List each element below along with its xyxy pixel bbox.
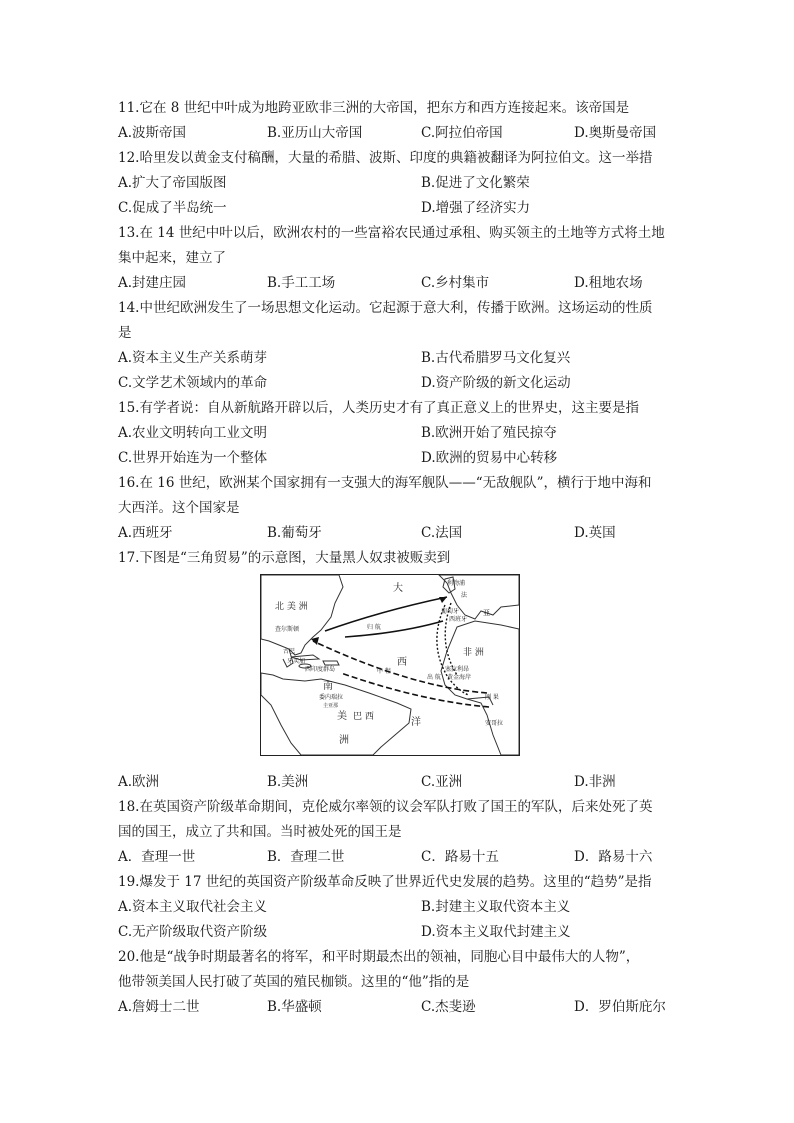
- q17-option-c[interactable]: C.亚洲: [421, 774, 463, 790]
- q14-option-d[interactable]: D.资产阶级的新文化运动: [421, 375, 571, 391]
- south-america-land: [261, 673, 411, 755]
- label-guiana: 圭亚那: [323, 703, 339, 709]
- q13-stem-line-2: 集中起来，建立了: [118, 250, 226, 266]
- label-sierra-leone: 塞拉利昂: [445, 666, 470, 673]
- q13-option-a[interactable]: A.封建庄园: [118, 275, 187, 291]
- q20-option-b[interactable]: B.华盛顿: [267, 999, 322, 1015]
- q19-option-d[interactable]: D.资本主义取代封建主义: [421, 924, 571, 940]
- q19-option-c[interactable]: C.无产阶级取代资产阶级: [118, 924, 268, 940]
- q16-option-d[interactable]: D.英国: [574, 525, 616, 541]
- q17-option-a[interactable]: A.欧洲: [118, 774, 160, 790]
- q16-option-a[interactable]: A.西班牙: [118, 525, 173, 541]
- q11-option-a[interactable]: A.波斯帝国: [118, 125, 187, 141]
- label-outbound: 出 航: [427, 674, 441, 681]
- q11-option-c[interactable]: C.阿拉伯帝国: [421, 125, 503, 141]
- q13-stem-line-1: 13.在 14 世纪中叶以后，欧洲农村的一些富裕农民通过承租、购买领主的土地等方式将土地: [118, 225, 665, 241]
- q12-option-b[interactable]: B.促进了文化繁荣: [421, 175, 530, 191]
- q14-option-c[interactable]: C.文学艺术领域内的革命: [118, 375, 268, 391]
- q20-stem-line-1: 20.他是“战争时期最著名的将军，和平时期最杰出的领袖，同胞心目中最伟大的人物”，: [118, 949, 640, 965]
- q18-stem-line-2: 国的国王，成立了共和国。当时被处死的国王是: [118, 824, 402, 840]
- hispaniola-island: [323, 661, 339, 665]
- q16-stem-line-2: 大西洋。这个国家是: [118, 500, 240, 516]
- label-liverpool: 利物浦: [447, 580, 466, 587]
- label-ya: 亚: [483, 609, 490, 617]
- q17-option-d[interactable]: D.非洲: [574, 774, 616, 790]
- q14-stem-line-1: 14.中世纪欧洲发生了一场思想文化运动。它起源于意大利，传播于欧洲。这场运动的性质: [118, 300, 653, 316]
- label-spain: 西班牙: [449, 616, 468, 623]
- return-route-line-2: [345, 621, 443, 637]
- q19-option-a[interactable]: A.资本主义取代社会主义: [118, 899, 268, 915]
- q18-option-a[interactable]: A．查理一世: [118, 849, 196, 865]
- q18-stem-line-1: 18.在英国资产阶级革命期间，克伦威尔率领的议会军队打败了国王的军队，后来处死了英: [118, 799, 653, 815]
- q15-option-c[interactable]: C.世界开始连为一个整体: [118, 450, 268, 466]
- q13-option-d[interactable]: D.租地农场: [574, 275, 643, 291]
- q11-option-d[interactable]: D.奥斯曼帝国: [574, 125, 657, 141]
- north-america-land: [261, 575, 343, 655]
- q18-option-d[interactable]: D．路易十六: [574, 849, 653, 865]
- label-congo: 刚 果: [485, 694, 499, 701]
- q14-option-b[interactable]: B.古代希腊罗马文化复兴: [421, 350, 571, 366]
- label-north-america: 北 美 洲: [275, 602, 308, 612]
- q16-option-b[interactable]: B.葡萄牙: [267, 525, 322, 541]
- label-africa: 非 洲: [463, 648, 484, 658]
- q20-option-c[interactable]: C.杰斐逊: [421, 999, 476, 1015]
- label-middle-passage: 中 程: [377, 668, 391, 675]
- q13-option-c[interactable]: C.乡村集市: [421, 275, 490, 291]
- label-gold-coast: 黄金海岸: [447, 674, 472, 681]
- q13-option-b[interactable]: B.手工工场: [267, 275, 336, 291]
- q15-option-a[interactable]: A.农业文明转向工业文明: [118, 425, 268, 441]
- q16-option-c[interactable]: C.法国: [421, 525, 463, 541]
- q20-stem-line-2: 他带领美国人民打破了英国的殖民枷锁。这里的“他”指的是: [118, 974, 470, 990]
- label-brazil: 巴 西: [353, 712, 374, 722]
- label-venezuela: 委内瑞拉: [319, 694, 344, 701]
- label-da: 大: [393, 583, 403, 594]
- q19-option-b[interactable]: B.封建主义取代资本主义: [421, 899, 571, 915]
- q12-option-c[interactable]: C.促成了半岛统一: [118, 200, 227, 216]
- label-nan: 南: [323, 681, 333, 692]
- label-zhou: 洲: [339, 735, 349, 746]
- label-yang: 洋: [411, 717, 421, 728]
- return-route-line: [325, 597, 447, 631]
- q19-stem-line-1: 19.爆发于 17 世纪的英国资产阶级革命反映了世界近代史发展的趋势。这里的“趋势”是指: [118, 874, 652, 890]
- label-mei: 美: [337, 711, 347, 722]
- q17-option-b[interactable]: B.美洲: [267, 774, 309, 790]
- label-return-trip: 归 航: [367, 624, 381, 631]
- label-xi: 西: [397, 657, 407, 668]
- q17-stem-line-1: 17.下图是“三角贸易”的示意图，大量黑人奴隶被贩卖到: [118, 550, 451, 566]
- q20-option-d[interactable]: D．罗伯斯庇尔: [574, 999, 666, 1015]
- return-arrow: [439, 597, 447, 603]
- q14-option-a[interactable]: A.资本主义生产关系萌芽: [118, 350, 268, 366]
- africa-land: [441, 621, 519, 755]
- label-fa: 法: [461, 592, 468, 599]
- q11-stem-line-1: 11.它在 8 世纪中叶成为地跨亚欧非三洲的大帝国，把东方和西方连接起来。该帝国是: [118, 100, 630, 116]
- q11-option-b[interactable]: B.亚历山大帝国: [267, 125, 363, 141]
- q14-stem-line-2: 是: [118, 325, 132, 341]
- q15-option-d[interactable]: D.欧洲的贸易中心转移: [421, 450, 558, 466]
- triangle-trade-map: [260, 574, 520, 756]
- q15-stem-line-1: 15.有学者说：自从新航路开辟以后，人类历史才有了真正意义上的世界史，这主要是指: [118, 400, 639, 416]
- label-angola: 安哥拉: [485, 720, 504, 727]
- q12-option-d[interactable]: D.增强了经济实力: [421, 200, 531, 216]
- label-cuba: 古巴: [283, 648, 296, 655]
- label-jamaica: 牙买加: [287, 658, 306, 665]
- label-portugal: 葡萄牙: [441, 608, 460, 615]
- q12-stem-line-1: 12.哈里发以黄金支付稿酬，大量的希腊、波斯、印度的典籍被翻译为阿拉伯文。这一举措: [118, 150, 653, 166]
- q15-option-b[interactable]: B.欧洲开始了殖民掠夺: [421, 425, 557, 441]
- map-svg: [261, 575, 519, 755]
- q12-option-a[interactable]: A.扩大了帝国版图: [118, 175, 227, 191]
- label-west-indies: 西印度群岛: [305, 666, 336, 673]
- q16-stem-line-1: 16.在 16 世纪，欧洲某个国家拥有一支强大的海军舰队——“无敌舰队”，横行于地中海和: [118, 475, 652, 491]
- q18-option-b[interactable]: B．查理二世: [267, 849, 345, 865]
- q18-option-c[interactable]: C．路易十五: [421, 849, 499, 865]
- q20-option-a[interactable]: A.詹姆士二世: [118, 999, 200, 1015]
- label-charleston: 查尔斯顿: [275, 626, 300, 633]
